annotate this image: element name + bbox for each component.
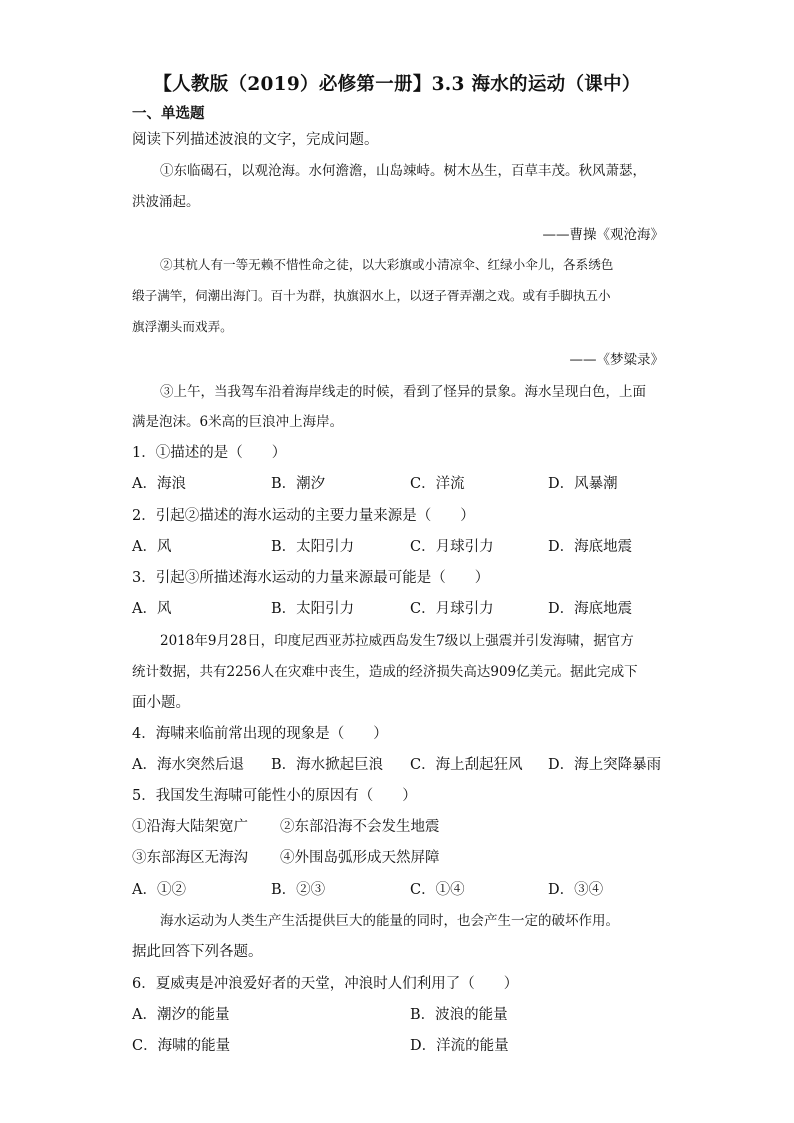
passage-line: 统计数据，共有2256人在灾难中丧生，造成的经济损失高达909亿美元。据此完成下	[132, 664, 638, 680]
passage-line: 满是泡沫。6米高的巨浪冲上海岸。	[132, 414, 344, 430]
option-a: A．海水突然后退	[132, 757, 244, 773]
option-c: C．海啸的能量	[132, 1038, 231, 1054]
passage-line: 缎子满竿，伺潮出海门。百十为群，执旗泅水上，以迓子胥弄潮之戏。或有手脚执五小	[132, 288, 611, 303]
option-a: A．潮汐的能量	[132, 1007, 230, 1023]
question-stem: 4．海啸来临前常出现的现象是（ ）	[132, 726, 388, 742]
option-c: C．①④	[410, 882, 465, 898]
statement-1: ①沿海大陆架宽广	[132, 819, 248, 835]
option-d: D．洋流的能量	[410, 1038, 509, 1054]
option-c: C．月球引力	[410, 601, 494, 617]
option-c: C．海上刮起狂风	[410, 757, 523, 773]
option-d: D．③④	[548, 882, 604, 898]
statement-4: ④外围岛弧形成天然屏障	[280, 850, 440, 866]
option-a: A．①②	[132, 882, 186, 898]
option-a: A．海浪	[132, 476, 186, 492]
option-c: C．洋流	[410, 476, 465, 492]
option-b: B．潮汐	[271, 476, 326, 492]
question-stem: 3．引起③所描述海水运动的力量来源最可能是（ ）	[132, 570, 490, 586]
option-d: D．风暴潮	[548, 476, 618, 492]
passage-line: 海水运动为人类生产生活提供巨大的能量的同时，也会产生一定的破坏作用。	[160, 913, 619, 929]
passage-line: 洪波涌起。	[132, 194, 200, 210]
passage-line: 面小题。	[132, 695, 190, 711]
passage-line: ③上午，当我驾车沿着海岸线走的时候，看到了怪异的景象。海水呈现白色，上面	[160, 384, 646, 400]
intro-text: 阅读下列描述波浪的文字，完成问题。	[132, 132, 379, 148]
option-d: D．海上突降暴雨	[548, 757, 662, 773]
passage-line: 旗浮潮头而戏弄。	[132, 319, 233, 334]
passage-source: ——曹操《观沧海》	[542, 227, 664, 243]
question-stem: 5．我国发生海啸可能性小的原因有（ ）	[132, 788, 417, 804]
option-d: D．海底地震	[548, 539, 633, 555]
statement-2: ②东部沿海不会发生地震	[280, 819, 440, 835]
option-b: B．太阳引力	[271, 539, 355, 555]
passage-source: ——《梦粱录》	[569, 352, 664, 368]
question-stem: 1．①描述的是（ ）	[132, 445, 287, 461]
option-d: D．海底地震	[548, 601, 633, 617]
passage-line: 据此回答下列各题。	[132, 944, 263, 960]
option-b: B．太阳引力	[271, 601, 355, 617]
section-heading: 一、单选题	[132, 105, 205, 122]
passage-line: 2018年9月28日，印度尼西亚苏拉威西岛发生7级以上强震并引发海啸，据官方	[160, 633, 634, 649]
question-stem: 6．夏威夷是冲浪爱好者的天堂，冲浪时人们利用了（ ）	[132, 976, 519, 992]
option-b: B．②③	[271, 882, 326, 898]
page-title: 【人教版（2019）必修第一册】3.3 海水的运动（课中）	[153, 74, 641, 95]
question-stem: 2．引起②描述的海水运动的主要力量来源是（ ）	[132, 508, 475, 524]
passage-line: ②其杭人有一等无赖不惜性命之徒，以大彩旗或小清凉伞、红绿小伞儿，各系绣色	[160, 257, 614, 272]
option-a: A．风	[132, 539, 172, 555]
option-b: B．波浪的能量	[410, 1007, 508, 1023]
option-a: A．风	[132, 601, 172, 617]
statement-3: ③东部海区无海沟	[132, 850, 248, 866]
option-c: C．月球引力	[410, 539, 494, 555]
option-b: B．海水掀起巨浪	[271, 757, 384, 773]
passage-line: ①东临碣石，以观沧海。水何澹澹，山岛竦峙。树木丛生，百草丰茂。秋风萧瑟，	[160, 163, 646, 179]
